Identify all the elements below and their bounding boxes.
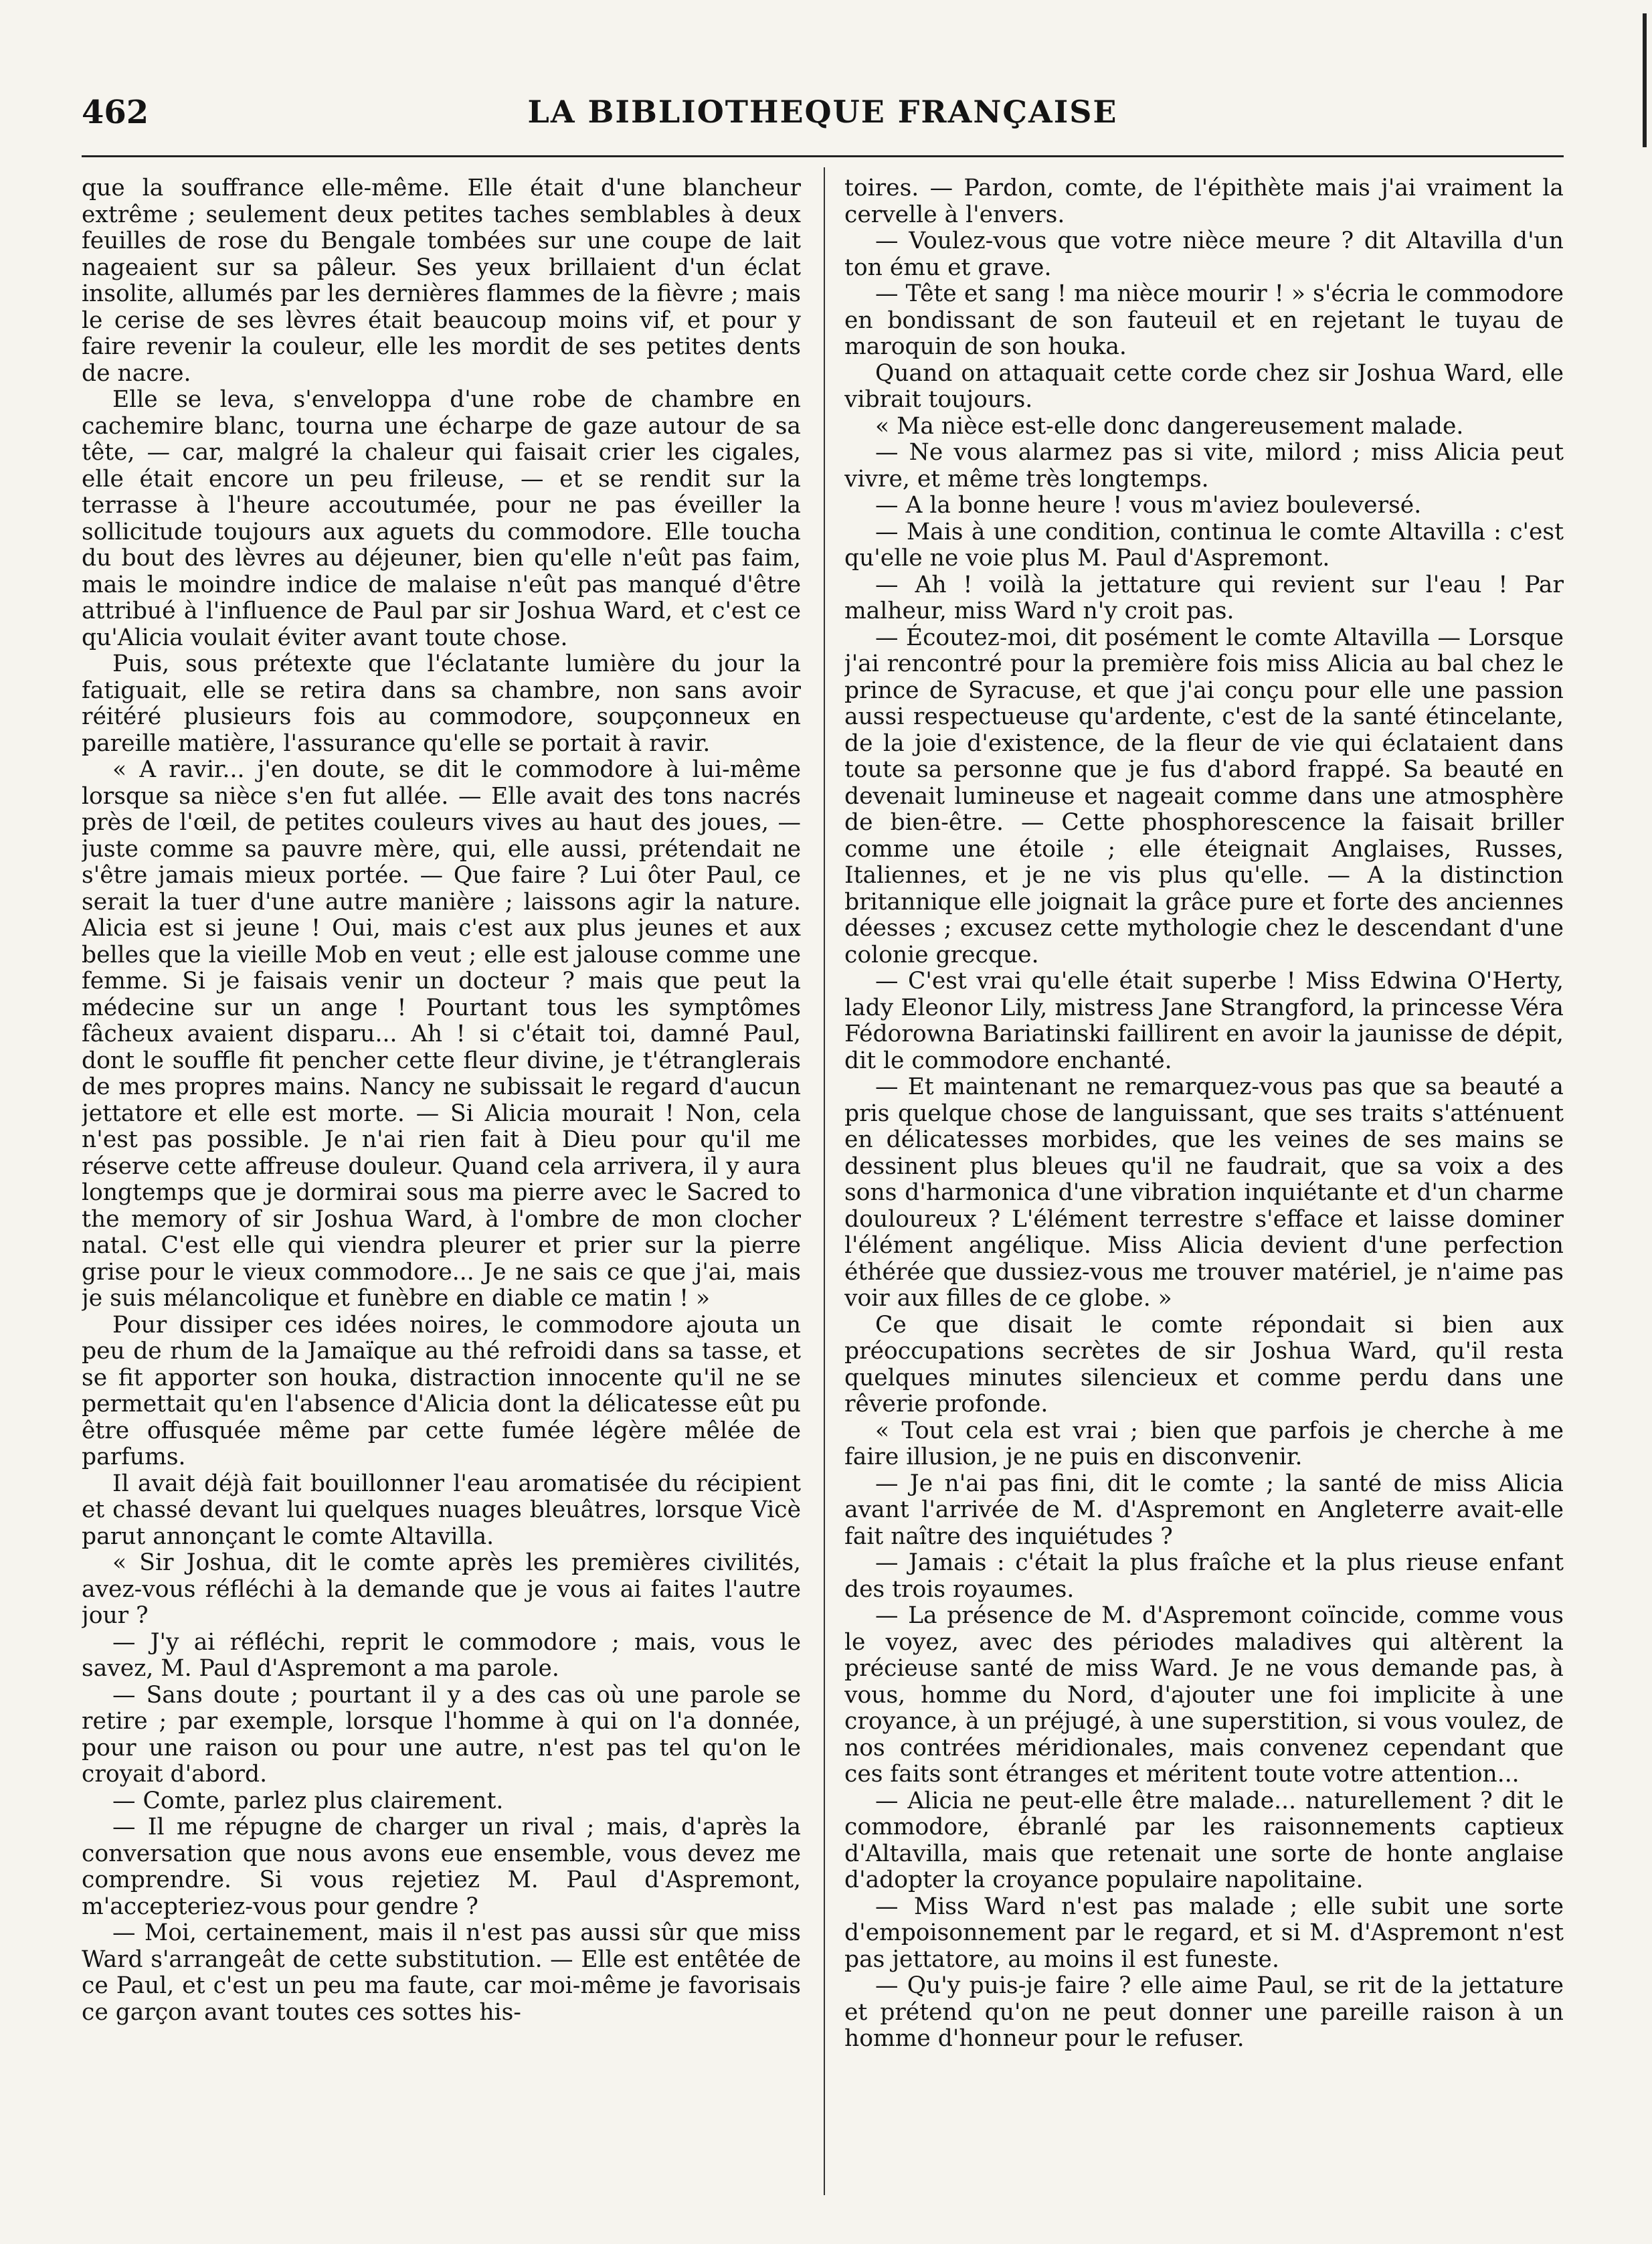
right-column [844, 175, 1564, 2190]
paragraph: — Ne vous alarmez pas si vite, milord ; miss Alicia peut vivre, et même très longtemps. [844, 439, 1564, 493]
paragraph: — Ah ! voilà la jettature qui revient sur l'eau ! Par malheur, miss Ward n'y croit pas. [844, 571, 1564, 624]
paragraph: — Voulez-vous que votre nièce meure ? dit Altavilla d'un ton ému et grave. [844, 228, 1564, 281]
paragraph: Pour dissiper ces idées noires, le commodore ajouta un peu de rhum de la Jamaïque au thé refroidi dans sa tasse, et se fit apporter son houka, distraction innocente qu'il ne se permettait qu'en l'absence d'Alicia dont la délicatesse eût pu être offusquée même par cette fumée légère mêlée de parfums. [82, 1311, 801, 1470]
paragraph: — La présence de M. d'Aspremont coïncide, comme vous le voyez, avec des périodes maladives qui altèrent la précieuse santé de miss Ward. Je ne vous demande pas, à vous, homme du Nord, d'ajouter une foi implicite à une croyance, à un préjugé, à une superstition, si vous voulez, de nos contrées méridionales, mais convenez cependant que ces faits sont étranges et méritent toute votre attention... [844, 1602, 1564, 1788]
paragraph: « A ravir... j'en doute, se dit le commodore à lui-même lorsque sa nièce s'en fut allée. — Elle avait des tons nacrés près de l'œil, de petites couleurs vives au haut des joues, — juste comme sa pauvre mère, qui, elle aussi, prétendait ne s'être jamais mieux portée. — Que faire ? Lui ôter Paul, ce serait la tuer d'une autre manière ; laissons agir la nature. Alicia est si jeune ! Oui, mais c'est aux plus jeunes et aux belles que la vieille Mob en veut ; elle est jalouse comme une femme. Si je faisais venir un docteur ? mais que peut la médecine sur un ange ! Pourtant tous les symptômes fâcheux avaient disparu... Ah ! si c'était toi, damné Paul, dont le souffle fit pencher cette fleur divine, je t'étranglerais de mes propres mains. Nancy ne subissait le regard d'aucun jettatore et elle est morte. — Si Alicia mourait ! Non, cela n'est pas possible. Je n'ai rien fait à Dieu pour qu'il me réserve cette affreuse douleur. Quand cela arrivera, il y aura longtemps que je dormirai sous ma pierre avec le Sacred to the memory of sir Joshua Ward, à l'ombre de mon clocher natal. C'est elle qui viendra pleurer et prier sur la pierre grise pour le vieux commodore... Je ne sais ce que j'ai, mais je suis mélancolique et funèbre en diable ce matin ! » [82, 756, 801, 1312]
paragraph: — Miss Ward n'est pas malade ; elle subit une sorte d'empoisonnement par le regard, et si M. d'Aspremont n'est pas jettatore, au moins il est funeste. [844, 1893, 1564, 1973]
paragraph: — Écoutez-moi, dit posément le comte Altavilla — Lorsque j'ai rencontré pour la première fois miss Alicia au bal chez le prince de Syracuse, et que j'ai conçu pour elle une passion aussi respectueuse qu'ardente, c'est de la santé étincelante, de la joie d'existence, de la fleur de vie qui éclataient dans toute sa personne que je fus d'abord frappé. Sa beauté en devenait lumineuse et nageait comme dans une atmosphère de bien-être. — Cette phosphorescence la faisait briller comme une étoile ; elle éteignait Anglaises, Russes, Italiennes, et je ne vis plus qu'elle. — A la distinction britannique elle joignait la grâce pure et forte des anciennes déesses ; excusez cette mythologie chez le descendant d'une colonie grecque. [844, 624, 1564, 968]
header-rule [82, 155, 1564, 157]
page-number: 462 [82, 94, 149, 131]
running-title: LA BIBLIOTHEQUE FRANÇAISE [527, 94, 1118, 130]
paragraph: — Il me répugne de charger un rival ; mais, d'après la conversation que nous avons eue ensemble, vous devez me comprendre. Si vous rejetiez M. Paul d'Aspremont, m'accepteriez-vous pour gendre ? [82, 1814, 801, 1920]
paragraph: — Sans doute ; pourtant il y a des cas où une parole se retire ; par exemple, lorsque l'homme à qui on l'a donnée, pour une raison ou pour une autre, n'est pas tel qu'on le croyait d'abord. [82, 1681, 801, 1788]
paragraph: « Tout cela est vrai ; bien que parfois je cherche à me faire illusion, je ne puis en disconvenir. [844, 1417, 1564, 1470]
paragraph: — Tête et sang ! ma nièce mourir ! » s'écria le commodore en bondissant de son fauteuil et en rejetant le tuyau de maroquin de son houka. [844, 280, 1564, 360]
paragraph: Puis, sous prétexte que l'éclatante lumière du jour la fatiguait, elle se retira dans sa chambre, non sans avoir réitéré plusieurs fois au commodore, soupçonneux en pareille matière, l'assurance qu'elle se portait à ravir. [82, 651, 801, 757]
paragraph: — Et maintenant ne remarquez-vous pas que sa beauté a pris quelque chose de languissant, que ses traits s'atténuent en délicatesses morbides, que les veines de ses mains se dessinent plus bleues qu'il ne faudrait, que sa voix a des sons d'harmonica d'une vibration inquiétante et d'un charme douloureux ? L'élément terrestre s'efface et laisse dominer l'élément angélique. Miss Alicia devient d'une perfection éthérée que dussiez-vous me trouver matériel, je n'aime pas voir aux filles de ce globe. » [844, 1073, 1564, 1312]
paragraph: Ce que disait le comte répondait si bien aux préoccupations secrètes de sir Joshua Ward, qu'il resta quelques minutes silencieux et comme perdu dans une rêverie profonde. [844, 1311, 1564, 1417]
paragraph: — Mais à une condition, continua le comte Altavilla : c'est qu'elle ne voie plus M. Paul d'Aspremont. [844, 518, 1564, 572]
paragraph: — C'est vrai qu'elle était superbe ! Miss Edwina O'Herty, lady Eleonor Lily, mistress Jane Strangford, la princesse Véra Fédorowna Bariatinski faillirent en avoir la jaunisse de dépit, dit le commodore enchanté. [844, 968, 1564, 1074]
paragraph: Elle se leva, s'enveloppa d'une robe de chambre en cachemire blanc, tourna une écharpe de gaze autour de sa tête, — car, malgré la chaleur qui faisait crier les cigales, elle était encore un peu frileuse, — et se rendit sur la terrasse à l'heure accoutumée, pour ne pas éveiller la sollicitude toujours aux aguets du commodore. Elle toucha du bout des lèvres au déjeuner, bien qu'elle n'eût pas faim, mais le moindre indice de malaise n'eût pas manqué d'être attribué à l'influence de Paul par sir Joshua Ward, et c'est ce qu'Alicia voulait éviter avant toute chose. [82, 386, 801, 651]
paragraph: — Qu'y puis-je faire ? elle aime Paul, se rit de la jettature et prétend qu'on ne peut donner une pareille raison à un homme d'honneur pour le refuser. [844, 1972, 1564, 2052]
paragraph: Quand on attaquait cette corde chez sir Joshua Ward, elle vibrait toujours. [844, 359, 1564, 413]
column-divider [824, 167, 825, 2195]
paragraph: — A la bonne heure ! vous m'aviez bouleversé. [875, 492, 1422, 519]
paragraph: toires. — Pardon, comte, de l'épithète mais j'ai vraiment la cervelle à l'envers. [844, 175, 1564, 228]
paragraph: « Ma nièce est-elle donc dangereusement malade. [875, 412, 1464, 440]
paragraph: que la souffrance elle-même. Elle était d'une blancheur extrême ; seulement deux petites taches semblables à deux feuilles de rose du Bengale tombées sur une coupe de lait nageaient sur sa pâleur. Ses yeux brillaient d'un éclat insolite, allumés par les dernières flammes de la fièvre ; mais le cerise de ses lèvres était beaucoup moins vif, et pour y faire revenir la couleur, elle les mordit de ses petites dents de nacre. [82, 175, 801, 387]
paragraph: — J'y ai réfléchi, reprit le commodore ; mais, vous le savez, M. Paul d'Aspremont a ma parole. [82, 1628, 801, 1682]
paragraph: — Jamais : c'était la plus fraîche et la plus rieuse enfant des trois royaumes. [844, 1549, 1564, 1603]
left-column [82, 175, 801, 2190]
margin-mark [1643, 13, 1647, 147]
paragraph: — Comte, parlez plus clairement. [112, 1787, 504, 1814]
paragraph: — Alicia ne peut-elle être malade... naturellement ? dit le commodore, ébranlé par les raisonnements captieux d'Altavilla, mais que retenait une sorte de honte anglaise d'adopter la croyance populaire napolitaine. [844, 1787, 1564, 1893]
paragraph: — Moi, certainement, mais il n'est pas aussi sûr que miss Ward s'arrangeât de cette substitution. — Elle est entêtée de ce Paul, et c'est un peu ma faute, car moi-même je favorisais ce garçon avant toutes ces sottes his- [82, 1919, 801, 2026]
page-header [82, 94, 1564, 147]
paragraph: Il avait déjà fait bouillonner l'eau aromatisée du récipient et chassé devant lui quelques nuages bleuâtres, lorsque Vicè parut annonçant le comte Altavilla. [82, 1470, 801, 1550]
paragraph: « Sir Joshua, dit le comte après les premières civilités, avez-vous réfléchi à la demande que je vous ai faites l'autre jour ? [82, 1549, 801, 1629]
paragraph: — Je n'ai pas fini, dit le comte ; la santé de miss Alicia avant l'arrivée de M. d'Aspremont en Angleterre avait-elle fait naître des inquiétudes ? [844, 1470, 1564, 1550]
